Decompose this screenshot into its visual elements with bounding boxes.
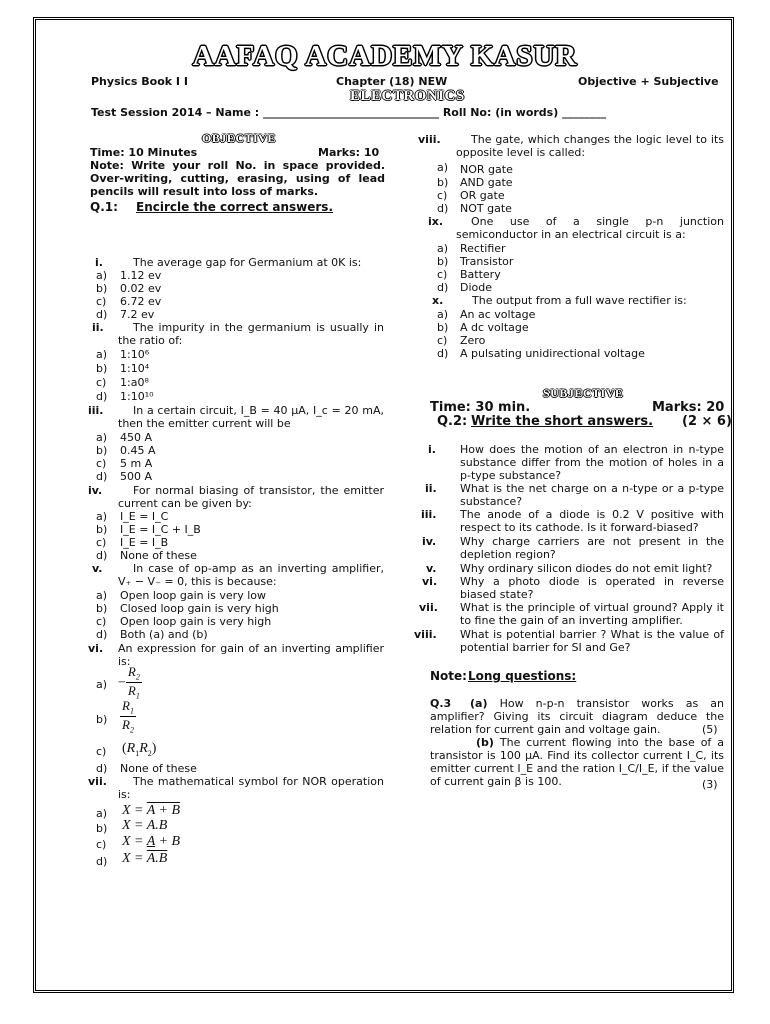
short-q-5-number: v. (426, 562, 437, 575)
short-q-6-text: Why a photo diode is operated in reverse biased state? (460, 575, 724, 601)
short-q-6-number: vi. (422, 575, 438, 588)
mcq-5-opt-c: Open loop gain is very high (120, 615, 272, 628)
mcq-6-number: vi. (88, 642, 104, 655)
mcq-4-opt-a: I_E = I_C (120, 510, 169, 523)
mcq-10-opt-b: A dc voltage (460, 321, 529, 334)
q3b-text: The current flowing into the base of a transistor is 100 μA. Find its collector current I_C, its emitter current I_E and the ration I_C/I_E, if the value of current gain β is 100. (430, 736, 724, 788)
short-q-8-text: What is potential barrier ? What is the value of potential barrier for SI and Ge? (460, 628, 724, 654)
q3a-label: (a) (470, 697, 488, 710)
short-q-8-number: viii. (414, 628, 437, 641)
mcq-5-opt-c-label: c) (96, 615, 107, 628)
mcq-5-opt-a: Open loop gain is very low (120, 589, 266, 602)
mcq-3-opt-a: 450 A (120, 431, 153, 444)
objective-heading: OBJECTIVE (202, 131, 276, 145)
short-q-1-text: How does the motion of an electron in n-type substance differ from the motion of holes in a p-type substance? (460, 443, 724, 482)
mcq-5-opt-d: Both (a) and (b) (120, 628, 208, 641)
mcq-7-opt-a-formula: X = A + B (122, 803, 181, 818)
long-note-label: Note: (430, 669, 467, 683)
objective-note: Note: Write your roll No. in space provided. Over-writing, cutting, erasing, using of lead pencils will result into loss of marks. (90, 159, 385, 198)
mcq-7-opt-b-label: b) (96, 822, 108, 835)
mcq-9-opt-c: Battery (460, 268, 501, 281)
mcq-3-opt-c: 5 m A (120, 457, 153, 470)
mcq-2-opt-b-label: b) (96, 362, 108, 375)
subjective-time: Time: 30 min. (430, 400, 531, 415)
mcq-4-number: iv. (88, 484, 103, 497)
mcq-8-opt-c-label: c) (437, 189, 448, 202)
short-q-5-text: Why ordinary silicon diodes do not emit light? (460, 562, 713, 575)
mcq-4-opt-b-label: b) (96, 523, 108, 536)
mcq-10-opt-c-label: c) (437, 334, 448, 347)
short-q-3-text: The anode of a diode is 0.2 V positive with respect to its cathode. Is it forward-biased? (460, 508, 724, 534)
mcq-10-text: The output from a full wave rectifier is: (472, 294, 687, 307)
mcq-3-opt-b: 0.45 A (120, 444, 156, 457)
mcq-8-opt-a-label: a) (437, 161, 449, 174)
mcq-9-number: ix. (428, 215, 444, 228)
mcq-6-opt-b-label: b) (96, 713, 108, 726)
q1-title: Encircle the correct answers. (136, 200, 334, 214)
long-note-title: Long questions: (468, 669, 577, 683)
mcq-8-opt-d-label: d) (437, 202, 449, 215)
mcq-10-opt-a: An ac voltage (460, 308, 536, 321)
mcq-9-opt-b: Transistor (460, 255, 514, 268)
mcq-7-text: The mathematical symbol for NOR operation is: (118, 775, 384, 801)
mcq-8-opt-d: NOT gate (460, 202, 512, 215)
mcq-1-number: i. (95, 256, 103, 269)
q3b-block (430, 736, 724, 788)
mcq-6-opt-a-formula: − $\frac{R_2}{R_1}$ (118, 664, 140, 701)
mcq-2-opt-d: 1:10¹⁰ (120, 390, 154, 403)
mcq-3-number: iii. (88, 404, 104, 417)
mcq-7-opt-c-formula: X = A + B (122, 834, 181, 849)
q2-title: Write the short answers. (471, 414, 654, 429)
mcq-6-opt-c-label: c) (96, 745, 107, 758)
mcq-6-opt-d: None of these (120, 762, 197, 775)
mcq-7-opt-d-formula: X = A.B (122, 851, 168, 866)
mcq-1-opt-b: 0.02 ev (120, 282, 162, 295)
mcq-7-opt-c-label: c) (96, 838, 107, 851)
mcq-1-opt-a-label: a) (96, 269, 108, 282)
mcq-1-opt-a: 1.12 ev (120, 269, 162, 282)
mcq-2-text: The impurity in the germanium is usually in the ratio of: (118, 321, 384, 347)
mcq-4-opt-b: I_E = I_C + I_B (120, 523, 201, 536)
mcq-6-text: An expression for gain of an inverting amplifier is: (118, 642, 384, 668)
mcq-4-text: For normal biasing of transistor, the emitter current can be given by: (118, 484, 384, 510)
mcq-9-opt-a-label: a) (437, 242, 449, 255)
mcq-3-opt-c-label: c) (96, 457, 107, 470)
mcq-10-opt-b-label: b) (437, 321, 449, 334)
mcq-3-opt-d: 500 A (120, 470, 153, 483)
mcq-8-opt-c: OR gate (460, 189, 505, 202)
mcq-1-opt-d: 7.2 ev (120, 308, 155, 321)
mcq-4-opt-c: I_E = I_B (120, 536, 169, 549)
mcq-2-opt-d-label: d) (96, 390, 108, 403)
q2-marks: (2 × 6) (682, 414, 732, 429)
short-q-2-number: ii. (425, 482, 437, 495)
mcq-5-opt-a-label: a) (96, 589, 108, 602)
mcq-3-opt-b-label: b) (96, 444, 108, 457)
mcq-2-opt-c-label: c) (96, 376, 107, 389)
mcq-5-text: In case of op-amp as an inverting amplifier, V₊ − V₋ = 0, this is because: (118, 562, 384, 588)
mcq-4-opt-c-label: c) (96, 536, 107, 549)
mcq-4-opt-d-label: d) (96, 549, 108, 562)
mcq-3-text: In a certain circuit, I_B = 40 μA, I_c = 20 mA, then the emitter current will be (118, 404, 384, 430)
short-q-3-number: iii. (421, 508, 437, 521)
mcq-5-opt-b: Closed loop gain is very high (120, 602, 279, 615)
mcq-1-opt-b-label: b) (96, 282, 108, 295)
objective-marks: Marks: 10 (318, 146, 380, 159)
subjective-heading: SUBJECTIVE (543, 386, 624, 400)
subject-title: ELECTRONICS (350, 88, 465, 104)
mcq-4-opt-a-label: a) (96, 510, 108, 523)
q3a-marks: (5) (702, 723, 718, 736)
mcq-9-opt-b-label: b) (437, 255, 449, 268)
mcq-10-opt-c: Zero (460, 334, 486, 347)
session-line: Test Session 2014 – Name : ________________________________ Roll No: (in words) ________ (91, 106, 607, 119)
q3-label: Q.3 (430, 697, 452, 710)
q1-label: Q.1: (90, 200, 118, 214)
mcq-10-opt-d-label: d) (437, 347, 449, 360)
short-q-2-text: What is the net charge on a n-type or a p-type substance? (460, 482, 724, 508)
mcq-9-opt-d: Diode (460, 281, 493, 294)
short-q-4-text: Why charge carriers are not present in the depletion region? (460, 535, 724, 561)
mcq-8-opt-b: AND gate (460, 176, 513, 189)
mcq-5-opt-d-label: d) (96, 628, 108, 641)
mcq-9-opt-c-label: c) (437, 268, 448, 281)
short-q-7-number: vii. (419, 601, 438, 614)
mcq-1-opt-c-label: c) (96, 295, 107, 308)
mcq-6-opt-c-formula: $(R_1R_2)$ (122, 741, 157, 758)
mcq-9-opt-a: Rectifier (460, 242, 506, 255)
paper-type-label: Objective + Subjective (578, 75, 719, 88)
mcq-8-opt-a: NOR gate (460, 163, 513, 176)
mcq-9-text: One use of a single p-n junction semiconductor in an electrical circuit is a: (456, 215, 724, 241)
mcq-10-opt-d: A pulsating unidirectional voltage (460, 347, 645, 360)
mcq-3-opt-a-label: a) (96, 431, 108, 444)
q3a-text: How n-p-n transistor works as an amplifier? Giving its circuit diagram deduce the relation for current gain and voltage gain. (430, 697, 725, 736)
book-label: Physics Book I I (91, 75, 188, 88)
mcq-2-opt-b: 1:10⁴ (120, 362, 150, 375)
mcq-9-opt-d-label: d) (437, 281, 449, 294)
subjective-marks: Marks: 20 (652, 400, 725, 415)
short-q-4-number: iv. (422, 535, 437, 548)
mcq-8-opt-b-label: b) (437, 176, 449, 189)
mcq-3-opt-d-label: d) (96, 470, 108, 483)
mcq-10-opt-a-label: a) (437, 308, 449, 321)
mcq-8-text: The gate, which changes the logic level to its opposite level is called: (456, 133, 724, 159)
q3a-block (430, 697, 724, 736)
short-q-1-number: i. (428, 443, 436, 456)
mcq-10-number: x. (432, 294, 444, 307)
mcq-7-number: vii. (88, 775, 107, 788)
mcq-6-opt-d-label: d) (96, 762, 108, 775)
short-q-7-text: What is the principle of virtual ground? Apply it to fine the gain of an inverting amplifier. (460, 601, 724, 627)
mcq-4-opt-d: None of these (120, 549, 197, 562)
mcq-6-opt-b-formula: $\frac{R_1}{R_2}$ (122, 698, 134, 735)
q3b-marks: (3) (702, 778, 718, 791)
mcq-7-opt-d-label: d) (96, 855, 108, 868)
mcq-2-number: ii. (92, 321, 104, 334)
mcq-2-opt-c: 1:a0⁸ (120, 376, 149, 389)
mcq-5-number: v. (92, 562, 103, 575)
mcq-7-opt-b-formula: X = A.B (122, 818, 168, 833)
mcq-7-opt-a-label: a) (96, 807, 108, 820)
q3b-label: (b) (476, 736, 494, 749)
q2-label: Q.2: (437, 414, 468, 429)
mcq-2-opt-a: 1:10⁶ (120, 348, 150, 361)
mcq-2-opt-a-label: a) (96, 348, 108, 361)
mcq-6-opt-a-label: a) (96, 678, 108, 691)
mcq-1-opt-d-label: d) (96, 308, 108, 321)
mcq-1-opt-c: 6.72 ev (120, 295, 162, 308)
objective-time: Time: 10 Minutes (90, 146, 198, 159)
mcq-8-number: viii. (418, 133, 441, 146)
mcq-1-text: The average gap for Germanium at 0K is: (133, 256, 362, 269)
chapter-label: Chapter (18) NEW (336, 75, 448, 88)
mcq-5-opt-b-label: b) (96, 602, 108, 615)
academy-title: AAFAQ ACADEMY KASUR (192, 40, 578, 72)
